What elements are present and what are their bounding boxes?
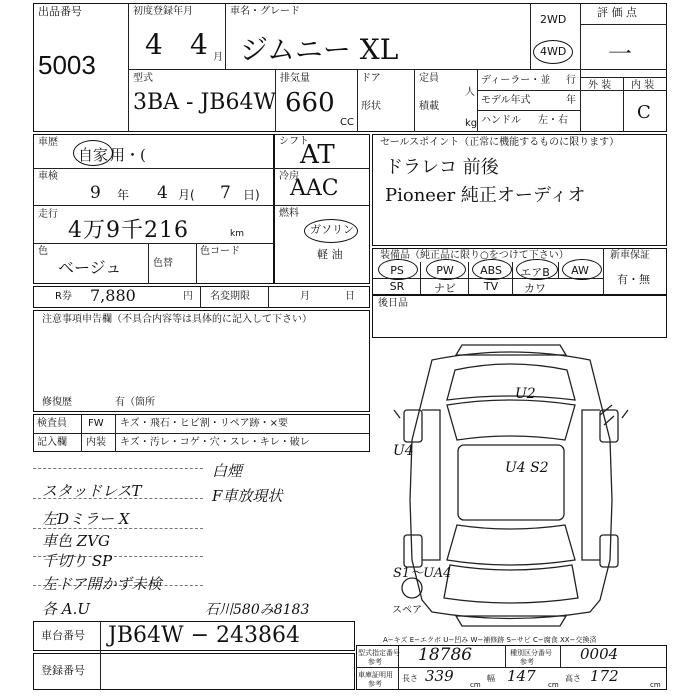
load-label: 積載 bbox=[419, 101, 439, 112]
inspection-year-unit: 年 bbox=[117, 188, 130, 202]
note-right-1: 白煙 bbox=[212, 462, 243, 480]
first-reg-label: 初度登録年月 bbox=[133, 6, 193, 17]
damage-legend: A−キズ E−エクボ U−凹み W−補修跡 S−サビ C−腐食 XX−交換済 bbox=[383, 636, 597, 644]
width-label: 幅 bbox=[487, 674, 495, 683]
model-label: 型式 bbox=[133, 73, 153, 84]
recycle-label: R券 bbox=[55, 291, 72, 302]
width-unit: cm bbox=[548, 681, 559, 689]
inspection-year: 9 bbox=[90, 183, 101, 203]
score-value: 一 bbox=[608, 40, 632, 68]
length-label: 長さ bbox=[402, 674, 418, 683]
shift-value: AT bbox=[300, 140, 335, 170]
equipment-label: 装備品（純正品に限り○をつけて下さい） bbox=[380, 250, 569, 261]
note-line-5: 左ドア開かず未検 bbox=[42, 575, 162, 593]
vin-label: 車台番号 bbox=[41, 629, 85, 642]
height-value: 172 bbox=[590, 667, 619, 685]
name-change-day: 日 bbox=[345, 291, 355, 302]
handle-value: 左・右 bbox=[538, 115, 568, 126]
name-change-month: 月 bbox=[300, 291, 310, 302]
category-value: 0004 bbox=[580, 645, 619, 663]
length-unit: cm bbox=[470, 681, 481, 689]
fw-label: FW bbox=[88, 418, 104, 429]
first-reg-year: 4 bbox=[145, 28, 163, 61]
equip-navi: ナビ bbox=[434, 282, 456, 295]
equip-abs: ABS bbox=[480, 264, 502, 277]
color-change-label: 色替 bbox=[153, 258, 173, 269]
designation-sub: 参考 bbox=[368, 658, 382, 666]
displacement-unit: CC bbox=[340, 117, 354, 128]
color-label: 色 bbox=[38, 246, 48, 257]
repair-label: 修復歴 bbox=[42, 397, 72, 408]
sales-label: セールスポイント（正常に機能するものに限ります） bbox=[380, 137, 620, 148]
fuel-light: 軽 油 bbox=[317, 248, 343, 261]
cert-label: 車庫証明用 bbox=[358, 671, 393, 679]
plate-note: 石川580み8183 bbox=[205, 602, 310, 618]
diagram-mark-u4: U4 bbox=[393, 443, 414, 459]
category-sub: 参考 bbox=[520, 658, 534, 666]
capacity-label: 定員 bbox=[419, 73, 439, 84]
inspection-day: 7 bbox=[220, 183, 231, 203]
length-value: 339 bbox=[425, 667, 454, 685]
interior-check-items: キズ・汚レ・コゲ・穴・スレ・キレ・破レ bbox=[120, 437, 310, 448]
registration-label: 登録番号 bbox=[41, 664, 85, 677]
mileage-unit: km bbox=[230, 229, 244, 239]
equip-ps: PS bbox=[390, 264, 404, 277]
lot-label: 出品番号 bbox=[38, 5, 82, 18]
check-label: 検査員 bbox=[37, 418, 67, 429]
new-car-label: 新車保証 bbox=[610, 250, 650, 261]
notes-label: 注意事項申告欄（不具合内容等は具体的に記入して下さい） bbox=[42, 314, 312, 325]
aircon-value: AAC bbox=[290, 176, 339, 201]
shift-label: シフト bbox=[279, 136, 309, 147]
repair-value: 有（箇所 bbox=[115, 397, 155, 408]
designation-value: 18786 bbox=[418, 645, 473, 665]
note-right-2: F車放現状 bbox=[212, 487, 283, 505]
record-label: 記入欄 bbox=[37, 437, 67, 448]
handle-label: ハンドル bbox=[481, 115, 521, 126]
first-reg-month-unit: 月 bbox=[213, 52, 223, 63]
aircon-label: 冷房 bbox=[279, 171, 299, 182]
displacement-label: 排気量 bbox=[280, 73, 310, 84]
history-rest: 用・( bbox=[110, 146, 146, 164]
sales-line2: Pioneer 純正オーディオ bbox=[385, 185, 586, 206]
name-grade-label: 車名・グレード bbox=[230, 6, 300, 17]
mileage-label: 走行 bbox=[38, 209, 58, 220]
load-unit: kg bbox=[465, 118, 478, 129]
history-label: 車歴 bbox=[38, 137, 58, 148]
equip-pw: PW bbox=[436, 264, 454, 277]
capacity-unit: 人 bbox=[465, 87, 475, 98]
width-value: 147 bbox=[507, 667, 536, 685]
note-line-6: 各 A.U bbox=[42, 600, 91, 618]
shape-label: 形状 bbox=[361, 101, 381, 112]
interior-check-label: 内装 bbox=[86, 437, 106, 448]
designation-label: 型式指定番号 bbox=[358, 649, 400, 657]
sales-line1: ドラレコ 前後 bbox=[385, 157, 499, 178]
category-label: 種別区分番号 bbox=[510, 649, 552, 657]
color-value: ベージュ bbox=[58, 258, 122, 277]
equip-airbag: エアB bbox=[520, 266, 550, 279]
height-unit: cm bbox=[650, 681, 661, 689]
fuel-gasoline: ガソリン bbox=[310, 223, 354, 236]
posthoc-label: 後日品 bbox=[378, 298, 408, 309]
equip-aw: AW bbox=[571, 264, 589, 277]
score-label: 評 価 点 bbox=[597, 6, 637, 19]
model-value: 3BA - JB64W bbox=[133, 90, 277, 115]
lot-number: 5003 bbox=[38, 50, 96, 80]
model-year-label: モデル年式 bbox=[481, 95, 531, 106]
spare-label: スペア bbox=[392, 605, 422, 616]
history-private: 自家 bbox=[78, 146, 109, 164]
note-line-1: スタッドレスT bbox=[42, 482, 142, 500]
recycle-unit: 円 bbox=[183, 291, 193, 302]
height-label: 高さ bbox=[565, 674, 581, 683]
name-grade-value: ジムニー XL bbox=[240, 33, 399, 66]
equip-leather: カワ bbox=[524, 282, 546, 295]
interior-value: C bbox=[637, 102, 651, 123]
drive-4wd: 4WD bbox=[540, 45, 567, 58]
inspection-month: 4 bbox=[157, 183, 168, 203]
model-year-unit: 年 bbox=[566, 95, 576, 106]
fw-items: キズ・飛石・ヒビ割・リペア跡・×要 bbox=[120, 418, 288, 429]
mileage-value: 4万9千216 bbox=[68, 218, 189, 243]
exterior-label: 外 装 bbox=[588, 80, 612, 91]
cert-sub: 参考 bbox=[368, 680, 382, 688]
interior-label: 内 装 bbox=[631, 80, 655, 91]
color-code-label: 色コード bbox=[200, 246, 240, 257]
fuel-label: 燃料 bbox=[279, 208, 299, 219]
equip-tv: TV bbox=[483, 280, 499, 293]
note-line-3: 車色 ZVG bbox=[42, 532, 111, 550]
dealer-unit: 行 bbox=[566, 75, 576, 86]
new-car-value: 有・無 bbox=[617, 273, 650, 286]
door-label: ドア bbox=[361, 73, 381, 84]
name-change-label: 名変期限 bbox=[210, 291, 250, 302]
note-line-2: 左Dミラー X bbox=[42, 510, 130, 528]
vin-value: JB64W − 243864 bbox=[108, 623, 300, 648]
diagram-mark-u2: U2 bbox=[515, 386, 536, 402]
inspection-day-unit: 日) bbox=[243, 188, 260, 202]
inspection-label: 車検 bbox=[38, 171, 58, 182]
equip-sr: SR bbox=[389, 280, 405, 293]
dealer-label: ディーラー・並 bbox=[481, 75, 551, 86]
diagram-mark-s1ua4: S1～UA4 bbox=[393, 566, 452, 581]
drive-2wd: 2WD bbox=[540, 13, 567, 26]
inspection-month-unit: 月( bbox=[178, 188, 195, 202]
first-reg-month: 4 bbox=[190, 28, 208, 61]
displacement-value: 660 bbox=[285, 88, 335, 118]
recycle-value: 7,880 bbox=[90, 286, 136, 305]
note-line-4: 千切り SP bbox=[42, 552, 113, 570]
diagram-mark-u4s2: U4 S2 bbox=[505, 460, 549, 476]
